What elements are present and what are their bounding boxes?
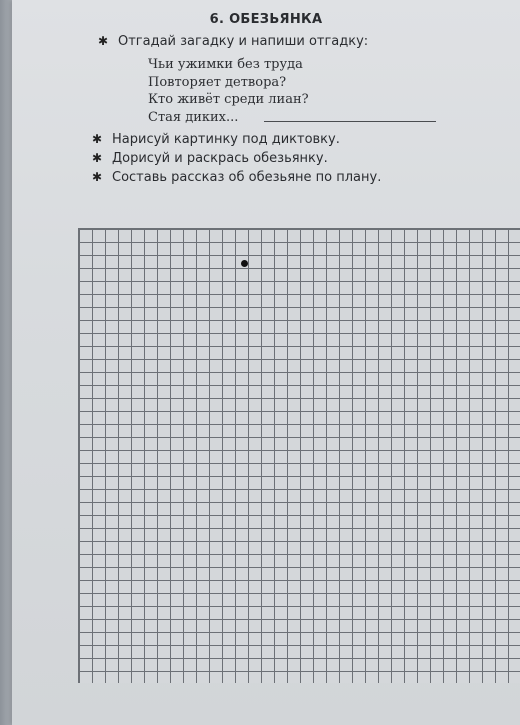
riddle-line: Стая диких... [148, 109, 239, 125]
task-drawing [92, 132, 340, 147]
riddle-line: Кто живёт среди лиан? [148, 92, 309, 107]
task-text: Отгадай загадку и напиши отгадку: [118, 34, 369, 49]
task-story [92, 170, 381, 185]
task-riddle [98, 34, 368, 49]
task-text: Дорисуй и раскрась обезьянку. [112, 151, 328, 166]
start-dot [241, 260, 248, 267]
star-bullet-icon: ✱ [92, 170, 103, 184]
star-bullet-icon: ✱ [92, 151, 103, 165]
task-text: Составь рассказ об обезьяне по плану. [112, 170, 382, 185]
answer-line[interactable] [264, 121, 436, 122]
star-bullet-icon: ✱ [92, 132, 103, 146]
star-bullet-icon: ✱ [98, 34, 109, 48]
workbook-page [12, 0, 520, 725]
task-color [92, 151, 328, 166]
riddle-line: Повторяет детвора? [148, 74, 287, 90]
drawing-grid[interactable] [78, 228, 520, 683]
task-text: Нарисуй картинку под диктовку. [112, 132, 340, 147]
riddle-block [148, 56, 309, 126]
page-title: 6. ОБЕЗЬЯНКА [209, 12, 323, 27]
riddle-line: Чьи ужимки без труда [148, 57, 303, 72]
book-spine [0, 0, 12, 725]
